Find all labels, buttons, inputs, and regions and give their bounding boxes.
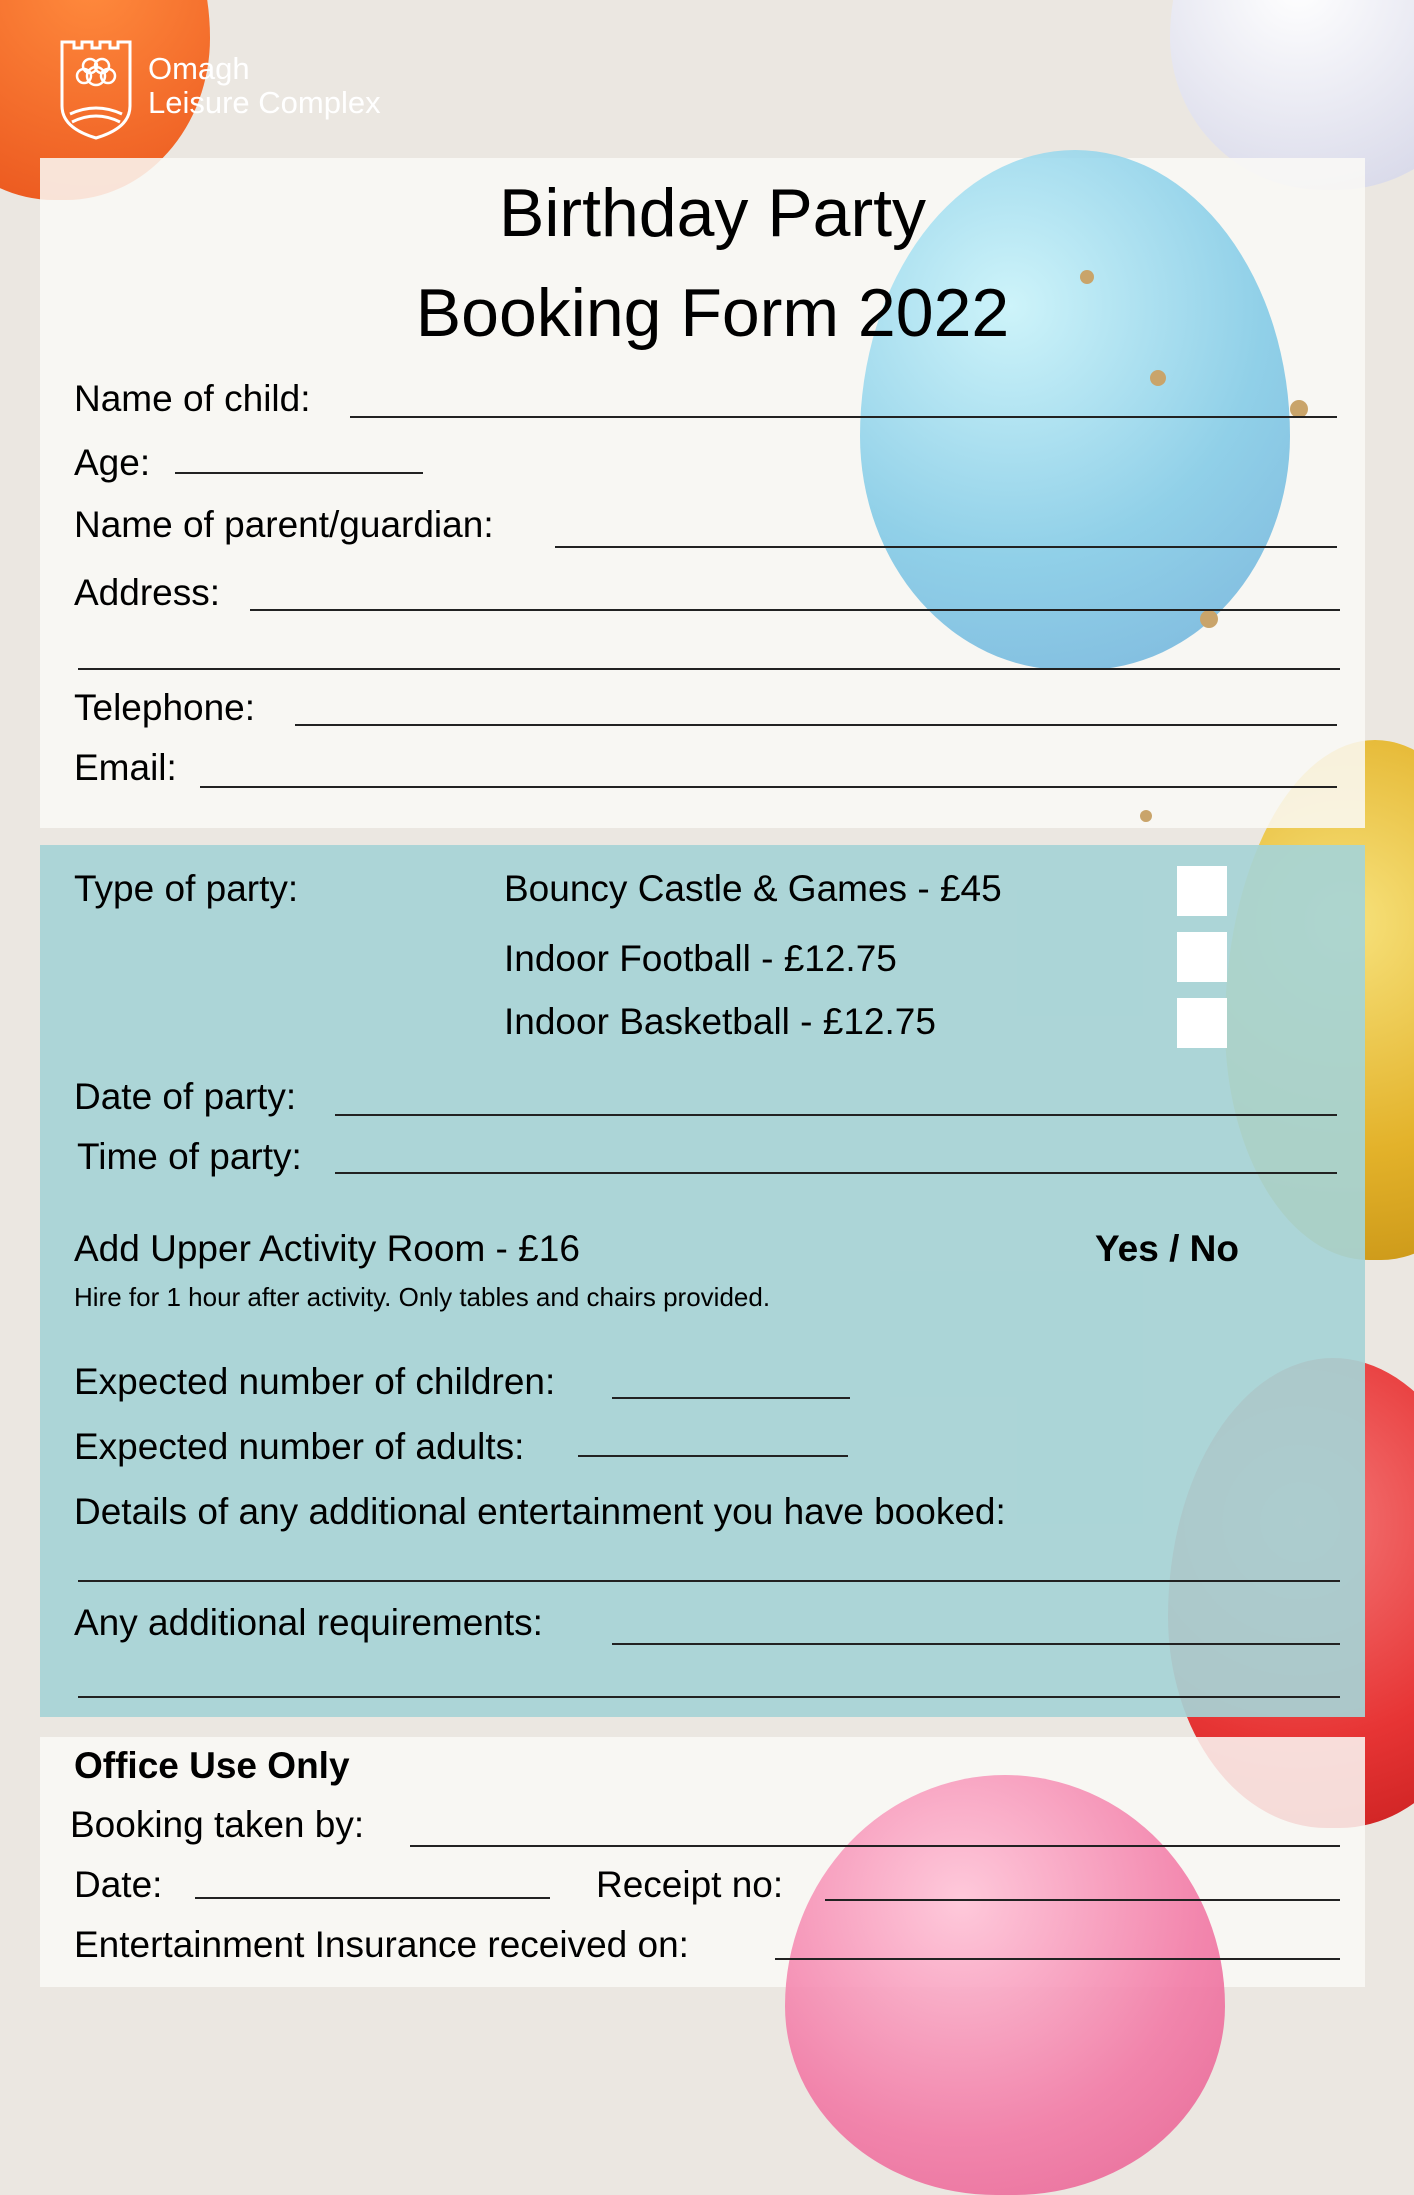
option-indoor-basketball-label: Indoor Basketball - £12.75 [504, 1001, 936, 1042]
expected-children-field[interactable] [612, 1397, 850, 1399]
office-date-label: Date: [74, 1864, 163, 1905]
telephone-field[interactable] [295, 724, 1337, 726]
logo-text [148, 52, 381, 120]
telephone-label: Telephone: [74, 687, 256, 728]
expected-adults-field[interactable] [578, 1455, 848, 1457]
upper-room-yes-no[interactable]: Yes / No [1095, 1228, 1239, 1269]
email-field[interactable] [200, 786, 1337, 788]
expected-adults-label: Expected number of adults: [74, 1426, 525, 1467]
time-of-party-label: Time of party: [77, 1136, 302, 1177]
email-label: Email: [74, 747, 177, 788]
time-of-party-field[interactable] [335, 1172, 1337, 1174]
parent-field[interactable] [555, 546, 1337, 548]
age-field[interactable] [175, 472, 423, 474]
address-field-line-2[interactable] [78, 668, 1340, 670]
parent-label: Name of parent/guardian: [74, 504, 494, 545]
entertainment-field[interactable] [78, 1580, 1340, 1582]
office-date-field[interactable] [195, 1897, 550, 1899]
booking-taken-by-label: Booking taken by: [70, 1804, 365, 1845]
logo-line-2: Leisure Complex [148, 85, 381, 120]
option-indoor-football-checkbox[interactable] [1177, 932, 1227, 982]
booking-taken-by-field[interactable] [410, 1845, 1340, 1847]
age-label: Age: [74, 442, 151, 483]
option-indoor-basketball-checkbox[interactable] [1177, 998, 1227, 1048]
date-of-party-field[interactable] [335, 1114, 1337, 1116]
requirements-label: Any additional requirements: [74, 1602, 543, 1643]
confetti-dot [1200, 610, 1218, 628]
type-of-party-label: Type of party: [74, 868, 299, 909]
expected-children-label: Expected number of children: [74, 1361, 556, 1402]
requirements-field-line-2[interactable] [78, 1696, 1340, 1698]
form-title-line-2: Booking Form 2022 [415, 275, 1010, 351]
address-label: Address: [74, 572, 221, 613]
entertainment-label: Details of any additional entertainment you have booked: [74, 1491, 1006, 1532]
confetti-dot [1140, 810, 1152, 822]
date-of-party-label: Date of party: [74, 1076, 297, 1117]
insurance-label: Entertainment Insurance received on: [74, 1924, 689, 1965]
option-bouncy-castle-checkbox[interactable] [1177, 866, 1227, 916]
receipt-no-label: Receipt no: [596, 1864, 784, 1905]
option-bouncy-castle-label: Bouncy Castle & Games - £45 [504, 868, 1002, 909]
form-title-line-1: Birthday Party [498, 175, 927, 251]
confetti-dot [1150, 370, 1166, 386]
insurance-field[interactable] [775, 1958, 1340, 1960]
upper-room-label: Add Upper Activity Room - £16 [74, 1228, 580, 1269]
receipt-no-field[interactable] [825, 1899, 1340, 1901]
omagh-logo-icon [60, 36, 132, 140]
name-of-child-field[interactable] [350, 416, 1337, 418]
logo-line-1: Omagh [148, 51, 250, 86]
office-use-heading: Office Use Only [74, 1745, 350, 1786]
option-indoor-football-label: Indoor Football - £12.75 [504, 938, 897, 979]
requirements-field-line-1[interactable] [612, 1643, 1340, 1645]
name-of-child-label: Name of child: [74, 378, 311, 419]
address-field-line-1[interactable] [250, 609, 1340, 611]
upper-room-note: Hire for 1 hour after activity. Only tables and chairs provided. [74, 1282, 771, 1312]
